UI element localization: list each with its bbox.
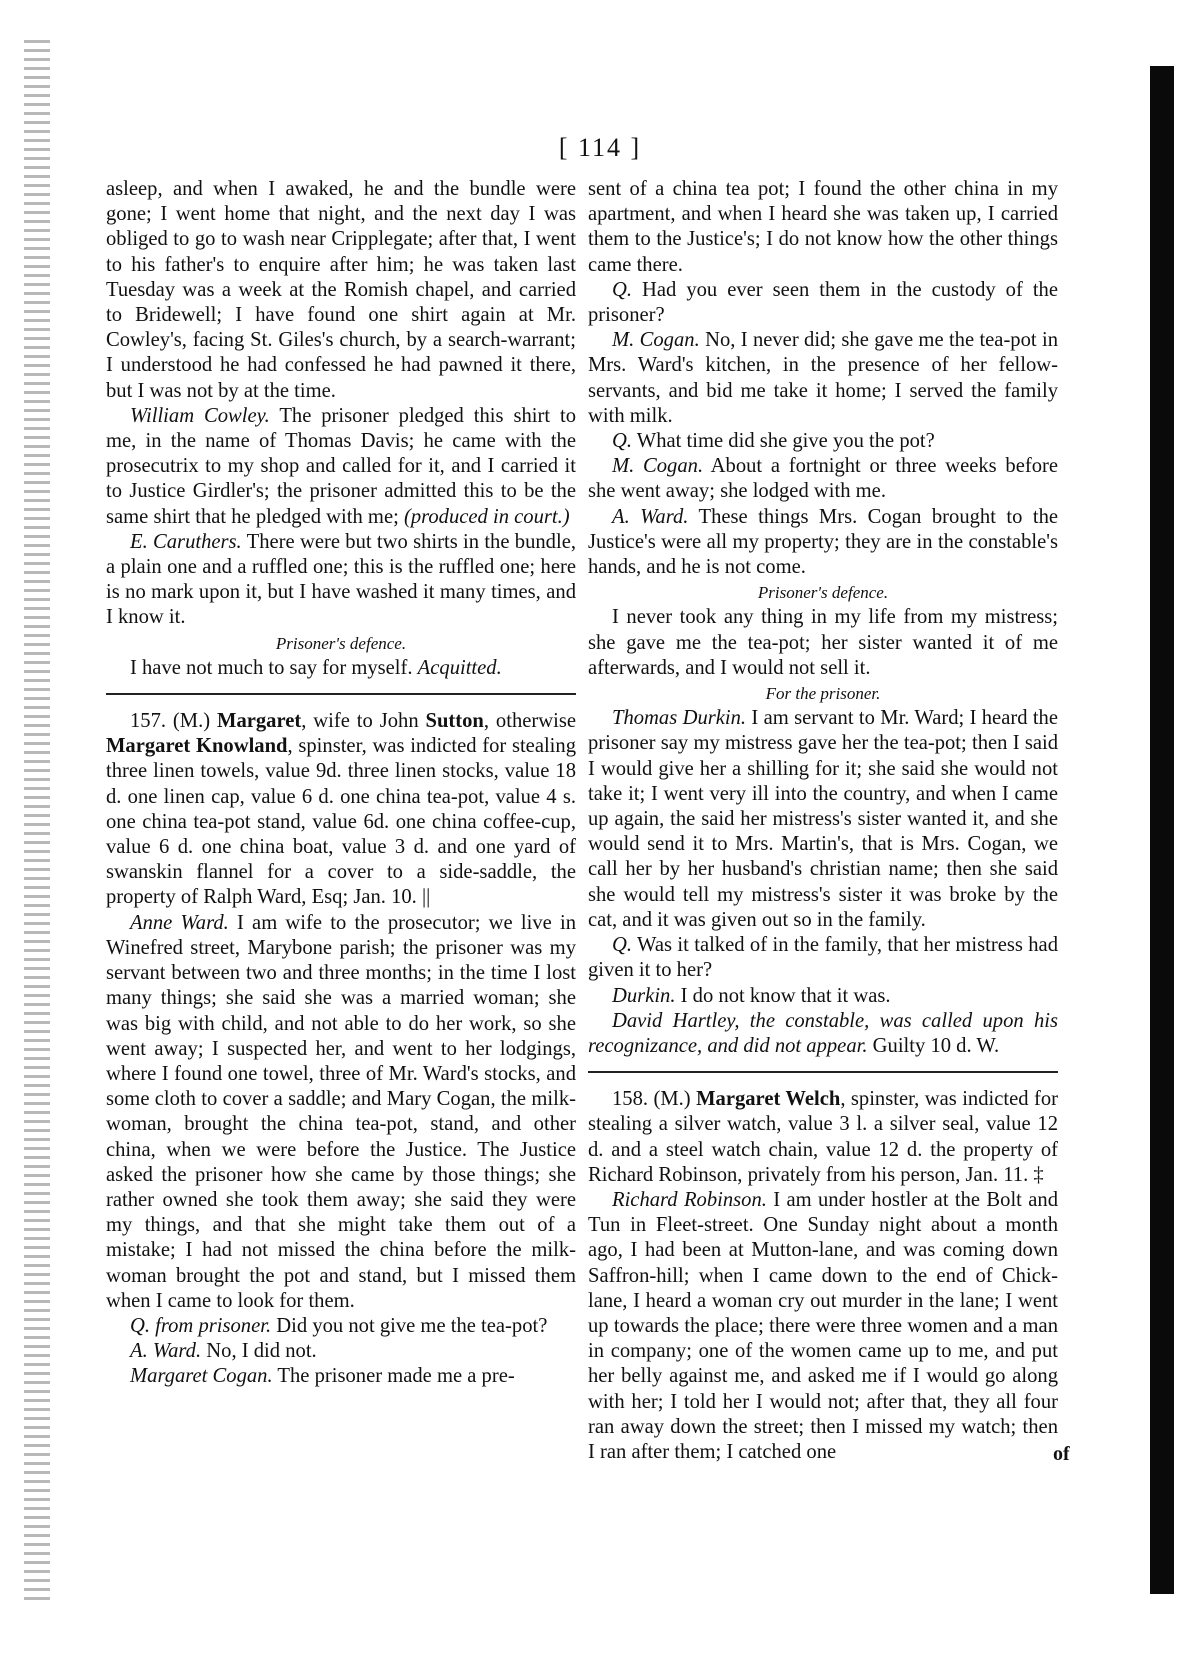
paragraph — [106, 1314, 576, 1339]
speaker-name: M. Cogan. — [612, 329, 700, 352]
speaker-name: Margaret Cogan. — [130, 1365, 273, 1388]
paragraph — [588, 505, 1058, 581]
paragraph: sent of a china tea pot; I found the other china in my apartment, and when I heard she was taken up, I carried them to the Justice's; I do not know how the other things came there. — [588, 178, 1058, 276]
paragraph — [588, 328, 1058, 429]
page-edge-bar — [1150, 66, 1174, 1594]
testimony-text: I am under hostler at the Bolt and Tun in Fleet-street. One Sunday night about a month ago, I had been at Mutton-lane, and was coming down Saffron-hill; when I came down to the end of Chick-lane, I heard a woman cry out murder in the lane; I went up towards the place; there were three women and a man in company; one of the women came up to me, and put her belly against me, and asked me if I would go along with her; I told her I would not; after that, they all four ran away down the street; then I missed my watch; then I ran after them; I catched one — [588, 1188, 1059, 1463]
speaker-name: Anne Ward. — [130, 911, 229, 934]
paragraph — [106, 911, 576, 1314]
case-entry — [106, 709, 576, 911]
defendant-name: Margaret — [217, 710, 302, 733]
speaker-name: Thomas Durkin. — [612, 707, 747, 730]
paragraph — [106, 656, 576, 681]
catchword: of — [1053, 1443, 1070, 1465]
case-text: , otherwise — [483, 710, 576, 733]
case-text: , wife to John — [301, 710, 426, 733]
defendant-name: Margaret Knowland — [106, 735, 288, 758]
speaker-name: Durkin. — [612, 984, 676, 1007]
verdict: Acquitted. — [417, 656, 502, 679]
paragraph — [588, 454, 1058, 504]
speaker-name: A. Ward. — [130, 1340, 202, 1363]
testimony-text: No, I did not. — [201, 1340, 317, 1363]
verdict: Guilty 10 d. W. — [867, 1034, 1000, 1057]
section-divider — [588, 1071, 1058, 1073]
testimony-text: Had you ever seen them in the custody of the prisoner? — [588, 278, 1058, 327]
paragraph — [106, 404, 576, 530]
speaker-name: Richard Robinson. — [612, 1188, 767, 1211]
testimony-text: What time did she give you the pot? — [632, 430, 935, 453]
speaker-name: M. Cogan. — [612, 455, 704, 478]
testimony-text: About a fortnight or three weeks before she went away; she lodged with me. — [588, 455, 1058, 503]
scan-edge-noise — [24, 40, 50, 1600]
case-entry — [588, 1087, 1058, 1188]
paragraph — [106, 1339, 576, 1364]
speaker-name: William Cowley. — [130, 404, 270, 427]
testimony-text: The prisoner made me a pre- — [272, 1365, 515, 1388]
speaker-name: A. Ward. — [612, 505, 689, 528]
paragraph — [588, 1188, 1058, 1465]
paragraph — [588, 429, 1058, 454]
section-heading: Prisoner's defence. — [275, 633, 407, 653]
case-number: 158. (M.) — [612, 1088, 697, 1111]
paragraph — [588, 706, 1058, 933]
speaker-name: Q. — [612, 934, 633, 957]
paragraph — [588, 278, 1058, 328]
case-text: , spinster, was indicted for stealing three linen towels, value 9d. three linen stocks, value 18 d. one linen cap, value 6 d. one china tea-pot, value 4 s. one china tea-pot stand, value 6d. one china coffee-cup, value 6 d. one china boat, value 3 d. and one yard of swanskin flannel for a cover to a side-saddle, the property of Ralph Ward, Esq; Jan. 10. || — [106, 735, 576, 909]
testimony-text: There were but two shirts in the bundle, a plain one and a ruffled one; this is the ruffled one; here is no mark upon it, but I have washed it many times, and I know it. — [106, 530, 576, 629]
court-note: David Hartley, the constable, was called upon his recognizance, and did not appear. — [588, 1009, 1058, 1057]
testimony-text: I do not know that it was. — [675, 984, 891, 1007]
defendant-name: Margaret Welch — [696, 1088, 841, 1111]
paragraph — [588, 984, 1058, 1009]
section-heading: Prisoner's defence. — [757, 583, 889, 603]
testimony-text: The prisoner pledged this shirt to me, in the name of Thomas Davis; he came with the prosecutrix to my shop and called for it, and I carried it to Justice Girdler's; the prisoner admitted this to be the same shirt that he pledged with me; — [106, 404, 576, 528]
case-text: , spinster, was indicted for stealing a silver watch, value 3 l. a silver seal, value 12 d. and a steel watch chain, value 12 d. the property of Richard Robinson, privately from his person, Jan. 11. ‡ — [588, 1088, 1058, 1186]
testimony-text: I am servant to Mr. Ward; I heard the prisoner say my mistress gave her the tea-pot; then I said I would give her a shilling for it; she said she would not take it; I went very ill into the country, and when I came up again, the said her mistress's sister wanted it, and she would send it to Mrs. Martin's, that is Mrs. Cogan, we call her by her husband's christian name; then she said she would tell my mistress's sister it was broke by the cat, and it was given out so in the family. — [588, 707, 1058, 931]
court-note: (produced in court.) — [403, 505, 570, 528]
testimony-text: Was it talked of in the family, that her mistress had given it to her? — [588, 934, 1058, 982]
paragraph: asleep, and when I awaked, he and the bundle were gone; I went home that night, and the next day I was obliged to go to wash near Cripplegate; after that, I went to his father's to enquire after him; he was taken last Tuesday was a week at the Romish chapel, and carried to Bridewell; I have found one shirt again at Mr. Cowley's, facing St. Giles's church, by a search-warrant; I understood he had confessed he had pawned it there, but I was not by at the time. — [106, 178, 576, 402]
speaker-name: Q. — [612, 430, 633, 453]
speaker-name: Q. from prisoner. — [130, 1314, 272, 1337]
testimony-text: No, I never did; she gave me the tea-pot in Mrs. Ward's kitchen, in the presence of her fellow-servants, and bid me take it home; I served the family with milk. — [588, 329, 1058, 427]
speaker-name: Q. — [612, 278, 633, 301]
page-number: [ 114 ] — [558, 133, 642, 162]
testimony-text: Did you not give me the tea-pot? — [271, 1314, 548, 1337]
section-divider — [106, 693, 576, 695]
paragraph: I never took any thing in my life from my mistress; she gave me the tea-pot; her sister wanted it of me afterwards, and I would not sell it. — [588, 606, 1058, 679]
left-column — [106, 177, 576, 1390]
paragraph — [106, 530, 576, 631]
paragraph — [588, 1009, 1058, 1059]
defence-text: I have not much to say for myself. — [130, 656, 418, 679]
defendant-name: Sutton — [425, 710, 484, 733]
testimony-text: These things Mrs. Cogan brought to the Justice's were all my property; they are in the constable's hands, and he is not come. — [588, 505, 1059, 579]
testimony-text: I am wife to the prosecutor; we live in Winefred street, Marybone parish; the prisoner was my servant between two and three months; in the time I lost many things; she said she was a married woman; she was big with child, and not able to do her work, so she went away; I suspected her, and went to her lodgings, where I found one towel, three of Mr. Ward's stocks, and some cloth to cover a saddle; and Mary Cogan, the milk-woman, brought the china tea-pot, stand, and other china, when we were before the Justice. The Justice asked the prisoner how she came by those things; she rather owned she took them away; she said they were my things, and that she might take them out of a mistake; I had not missed the china before the milk-woman brought the pot and stand, but I missed them when I came to look for them. — [106, 911, 576, 1312]
paragraph — [588, 933, 1058, 983]
paragraph — [106, 1364, 576, 1389]
speaker-name: E. Caruthers. — [130, 530, 242, 553]
section-heading: For the prisoner. — [765, 684, 881, 704]
right-column — [588, 177, 1058, 1465]
case-number: 157. (M.) — [130, 710, 218, 733]
